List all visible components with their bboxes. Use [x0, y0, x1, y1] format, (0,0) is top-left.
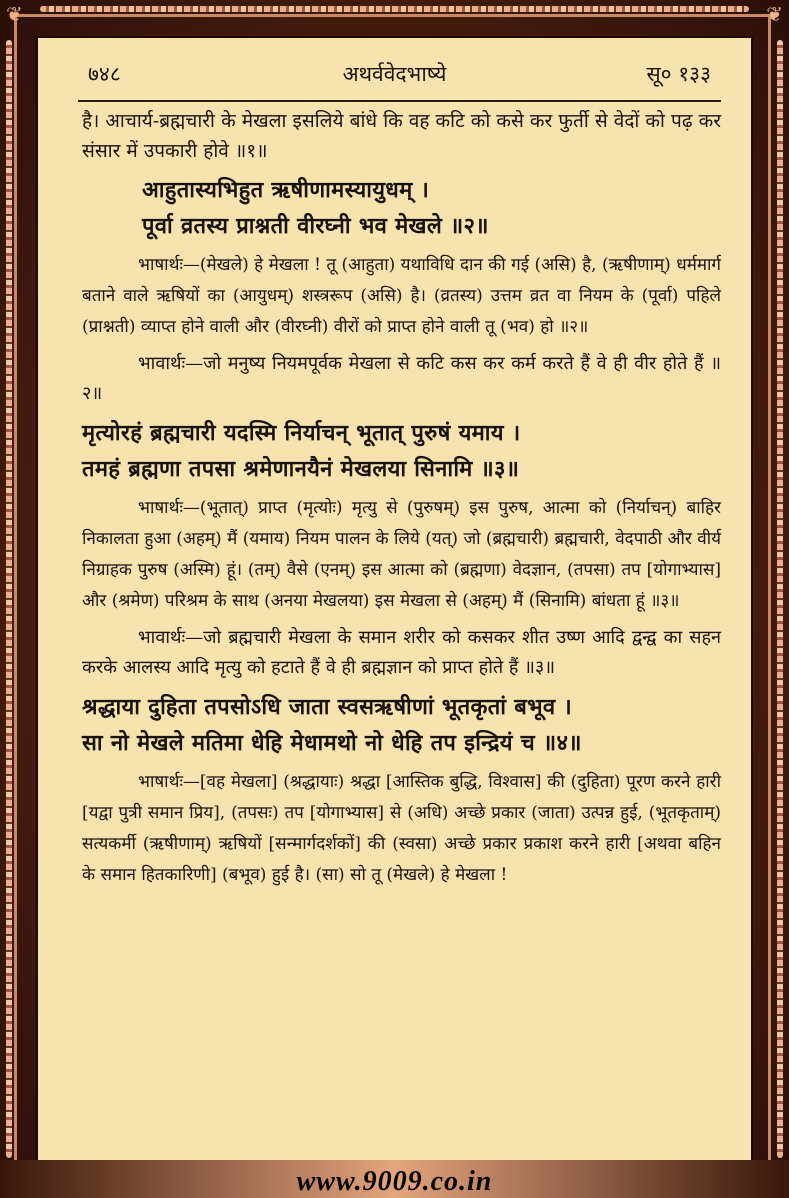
mantra-2-line-1: आहुतास्यभिहुत ऋषीणामस्यायुधम् । — [142, 177, 430, 203]
mantra-3-line-1: मृत्योरहं ब्रह्मचारी यदस्मि निर्याचन् भूतात् पुरुषं यमाय । — [82, 420, 521, 446]
mantra-3-line-2: तमहं ब्रह्मणा तपसा श्रमेणानयैनं मेखलया सिनामि ॥३॥ — [82, 456, 520, 482]
mantra-4-line-2: सा नो मेखले मतिमा धेहि मेधामथो नो धेहि तप इन्द्रियं च ॥४॥ — [82, 730, 582, 756]
website-watermark: www.9009.co.in — [296, 1166, 493, 1197]
bhashartha-3: भाषार्थः—(भूतात्) प्राप्त (मृत्योः) मृत्यु से (पुरुषम्) इस पुरुष, आत्मा को (निर्याचन्) बाहिर निकालता हुआ (अहम्) मैं (यमाय) नियम पालन के लिये (यत्) जो (ब्रह्मचारी) ब्रह्मचारी, वेदपाठी और वीर्य निग्राहक पुरुष (अस्मि) हूं। (तम्) वैसे (एनम्) इस आत्मा को (ब्रह्मणा) वेदज्ञान, (तपसा) तप [योगाभ्यास] और (श्रमेण) परिश्रम के साथ (अनया मेखलया) इस मेखला से (अहम्) मैं (सिनामि) बांधता हूं ॥३॥ — [82, 498, 721, 611]
mantra-4-line-1: श्रद्धाया दुहिता तपसोऽधि जाता स्वसऋषीणां भूतकृतां बभूव । — [82, 694, 572, 720]
page-paper — [36, 36, 753, 1162]
page-body — [82, 106, 721, 891]
sutra-reference: सू० १३३ — [646, 62, 711, 86]
corner-ornament-icon: ❦ — [766, 2, 783, 26]
mantra-2-line-2: पूर्वा व्रतस्य प्राश्नती वीरघ्नी भव मेखले ॥२॥ — [142, 213, 489, 239]
page-number: ७४८ — [88, 62, 121, 86]
bhashartha-2: भाषार्थः—(मेखले) हे मेखला ! तू (आहुता) यथाविधि दान की गई (असि) है, (ऋषीणाम्) धर्ममार्ग बताने वाले ऋषियों का (आयुधम्) शस्त्ररूप (असि) है। (व्रतस्य) उत्तम व्रत वा नियम के (पूर्वा) पहिले (प्राश्नती) व्याप्त होने वाली और (वीरघ्नी) वीरों को प्राप्त होने वाली तू (भव) हो ॥२॥ — [82, 255, 721, 337]
intro-paragraph: है। आचार्य-ब्रह्मचारी के मेखला इसलिये बांधे कि वह कटि को कसे कर फुर्ती से वेदों को पढ़ कर संसार में उपकारी होवे ॥१॥ — [82, 110, 721, 162]
bhavartha-3: भावार्थः—जो ब्रह्मचारी मेखला के समान शरीर को कसकर शीत उष्ण आदि द्वन्द्व का सहन करके आलस्य आदि मृत्यु को हटाते हैं वे ही ब्रह्मज्ञान को प्राप्त होते हैं ॥३॥ — [82, 627, 721, 678]
rope-border-right — [777, 40, 783, 1158]
bhavartha-2: भावार्थः—जो मनुष्य नियमपूर्वक मेखला से कटि कस कर कर्म करते हैं वे ही वीर होते हैं ॥२॥ — [82, 353, 721, 404]
rope-border-top — [40, 6, 749, 12]
page-header — [78, 60, 711, 90]
header-divider — [78, 100, 721, 102]
book-title: अथर्ववेदभाष्ये — [342, 62, 447, 86]
corner-ornament-icon: ❦ — [6, 2, 23, 26]
bhashartha-4: भाषार्थः—[वह मेखला] (श्रद्धायाः) श्रद्धा [आस्तिक बुद्धि, विश्वास] की (दुहिता) पूरण करने हारी [यद्वा पुत्री समान प्रिय], (तपसः) तप [योगाभ्यास] से (अधि) अच्छे प्रकार (जाता) उत्पन्न हुई, (भूतकृताम्) सत्यकर्मी (ऋषीणाम्) ऋषियों [सन्मार्गदर्शकों] की (स्वसा) अच्छे प्रकार प्रकाश करने हारी [अथवा बहिन के समान हितकारिणी] (बभूव) हुई है। (सा) सो तू (मेखले) हे मेखला ! — [82, 772, 721, 885]
rope-border-left — [6, 40, 12, 1158]
